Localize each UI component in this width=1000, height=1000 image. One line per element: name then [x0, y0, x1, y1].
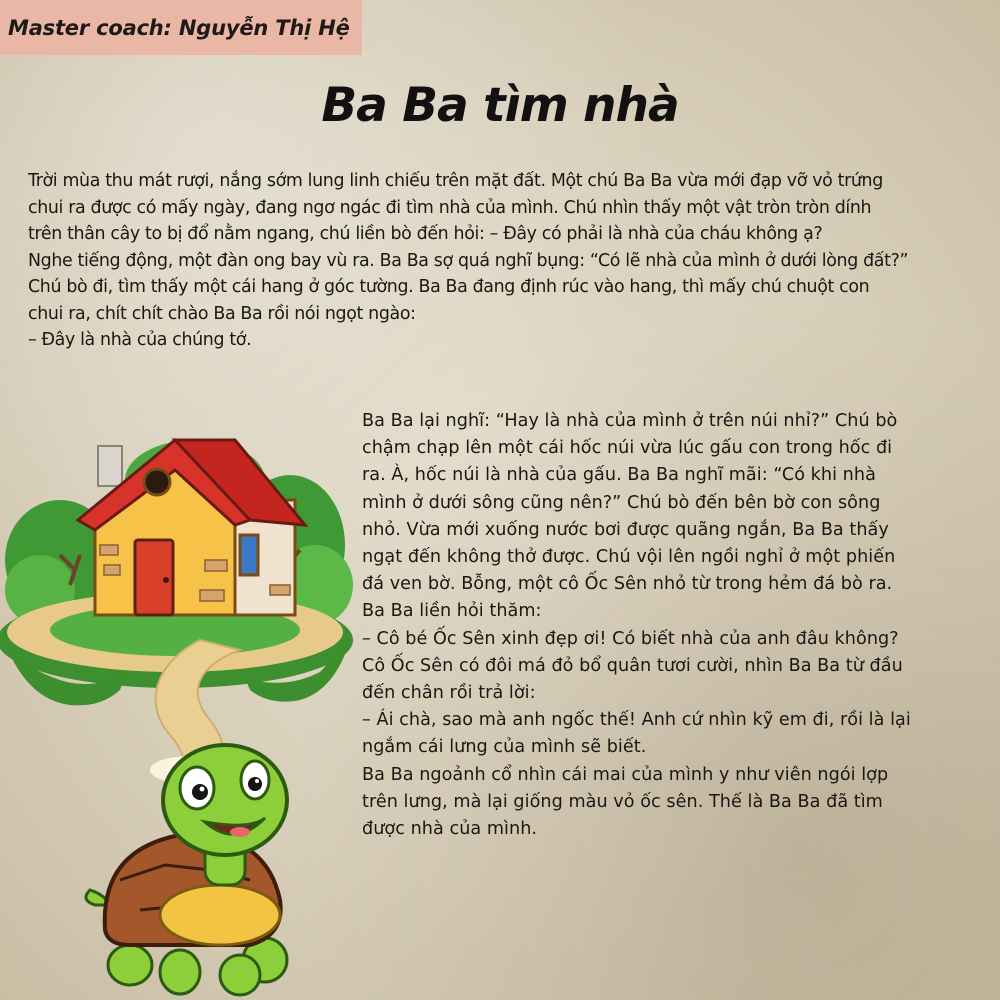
story-line: ngạt đến không thở được. Chú vội lên ngồi nghỉ ở một phiến [362, 547, 896, 568]
story-line: nhỏ. Vừa mới xuống nước bơi được quãng ngắn, Ba Ba thấy [362, 519, 889, 540]
intro-paragraph [28, 168, 1000, 354]
turtle-icon [86, 745, 287, 995]
author-badge [0, 0, 362, 55]
story-line: đá ven bờ. Bỗng, một cô Ốc Sên nhỏ từ trong hẻm đá bò ra. [362, 574, 893, 595]
story-line: – Cô bé Ốc Sên xinh đẹp ơi! Có biết nhà của anh đâu không? [362, 628, 899, 649]
story-line: mình ở dưới sông cũng nên?” Chú bò đến bên bờ con sông [362, 492, 881, 513]
page-title: Ba Ba tìm nhà [321, 78, 679, 133]
story-line: ngắm cái lưng của mình sẽ biết. [362, 737, 647, 758]
intro-line: chui ra, chít chít chào Ba Ba rồi nói ngọt ngào: [28, 303, 416, 324]
story-line: chậm chạp lên một cái hốc núi vừa lúc gấu con trong hốc đi [362, 438, 893, 459]
intro-line: Chú bò đi, tìm thấy một cái hang ở góc tường. Ba Ba đang định rúc vào hang, thì mấy chú chuột con [28, 277, 870, 297]
story-line: trên lưng, mà lại giống màu vỏ ốc sên. Thế là Ba Ba đã tìm [362, 791, 883, 812]
house-icon [0, 440, 353, 790]
story-line: Ba Ba lại nghĩ: “Hay là nhà của mình ở trên núi nhỉ?” Chú bò [362, 411, 898, 431]
story-line: được nhà của mình. [362, 819, 538, 840]
story-paragraph [362, 408, 992, 843]
story-line: Cô Ốc Sên có đôi má đỏ bổ quân tươi cười, nhìn Ba Ba từ đầu [362, 655, 903, 676]
story-illustration [0, 420, 362, 1000]
author-label: Master coach: Nguyễn Thị Hệ [8, 15, 350, 40]
intro-line: Trời mùa thu mát rượi, nắng sớm lung linh chiếu trên mặt đất. Một chú Ba Ba vừa mới đạp vỡ vỏ trứng [28, 171, 883, 191]
story-line: Ba Ba ngoảnh cổ nhìn cái mai của mình y như viên ngói lợp [362, 764, 889, 785]
intro-line: chui ra được có mấy ngày, đang ngơ ngác đi tìm nhà của mình. Chú nhìn thấy một vật tròn tròn dính [28, 197, 872, 218]
story-line: – Ái chà, sao mà anh ngốc thế! Anh cứ nhìn kỹ em đi, rồi là lại [362, 710, 911, 731]
story-line: đến chân rồi trả lời: [362, 683, 536, 704]
intro-line: – Đây là nhà của chúng tớ. [28, 330, 252, 350]
intro-line: Nghe tiếng động, một đàn ong bay vù ra. Ba Ba sợ quá nghĩ bụng: “Có lẽ nhà của mình ở dưới lòng đất?” [28, 250, 909, 271]
story-line: Ba Ba liền hỏi thăm: [362, 601, 542, 622]
story-line: ra. À, hốc núi là nhà của gấu. Ba Ba nghĩ mãi: “Có khi nhà [362, 465, 876, 486]
intro-line: trên thân cây to bị đổ nằm ngang, chú liền bò đến hỏi: – Đây có phải là nhà của cháu không ạ? [28, 224, 823, 244]
